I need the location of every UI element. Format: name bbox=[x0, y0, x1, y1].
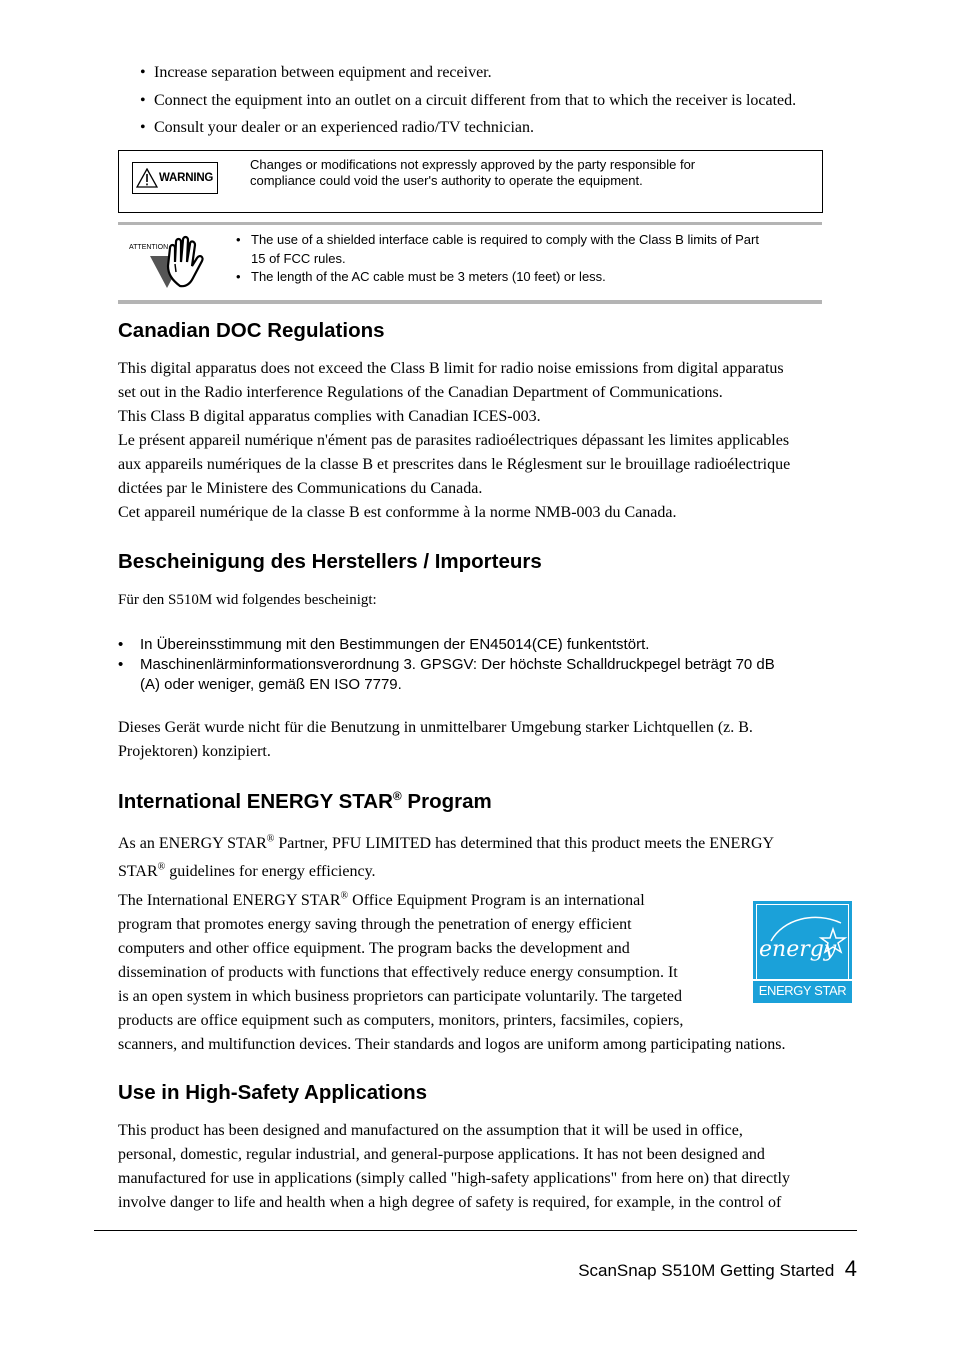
energy-heading-text: Program bbox=[401, 790, 492, 813]
body-line: involve danger to life and health when a high degree of safety is required, for example, in the control of bbox=[118, 1194, 782, 1211]
energy-star-logo-text: ENERGY STAR bbox=[758, 983, 847, 998]
attention-item: • The use of a shielded interface cable is required to comply with the Class B limits of Part 15 of FCC rules. bbox=[236, 231, 759, 268]
attention-top-rule bbox=[118, 222, 822, 225]
text: The International ENERGY STAR bbox=[118, 892, 341, 909]
body-line: dictées par le Ministere des Communications du Canada. bbox=[118, 480, 483, 497]
warning-triangle-icon bbox=[136, 168, 158, 188]
body-line: Le présent appareil numérique n'ément pas de parasites radioélectriques dépassant les limites applicables bbox=[118, 432, 790, 449]
body-line: personal, domestic, regular industrial, and general-purpose applications. It has not been designed and bbox=[118, 1146, 765, 1163]
attention-item-line: The length of the AC cable must be 3 meters (10 feet) or less. bbox=[251, 269, 606, 284]
registered-mark: ® bbox=[340, 890, 349, 902]
german-bullet-text: Maschinenlärminformationsverordnung 3. GPSGV: Der höchste Schalldruckpegel beträgt 70 dB bbox=[140, 656, 775, 673]
body-line: set out in the Radio interference Regulations of the Canadian Department of Communications. bbox=[118, 384, 723, 401]
energy-p1-line bbox=[118, 860, 376, 884]
warning-badge bbox=[132, 162, 218, 194]
body-line: This Class B digital apparatus complies with Canadian ICES-003. bbox=[118, 408, 541, 425]
body-line: aux appareils numériques de la classe B et prescrites dans le Réglesment sur le brouillage radioélectrique bbox=[118, 456, 791, 473]
body-line: scanners, and multifunction devices. Their standards and logos are uniform among participating nations. bbox=[118, 1036, 786, 1053]
bullet-text: Increase separation between equipment and receiver. bbox=[154, 64, 492, 81]
warning-line: compliance could void the user's authority to operate the equipment. bbox=[250, 173, 643, 188]
body-line: computers and other office equipment. The program backs the development and bbox=[118, 940, 630, 957]
attention-item-line: The use of a shielded interface cable is required to comply with the Class B limits of Part bbox=[251, 232, 759, 247]
bullet-text: Consult your dealer or an experienced radio/TV technician. bbox=[154, 119, 535, 136]
safety-body bbox=[118, 1119, 863, 1215]
attention-block bbox=[118, 222, 822, 306]
energy-star-logo bbox=[753, 901, 852, 1003]
body-line: This product has been designed and manufactured on the assumption that it will be used in office, bbox=[118, 1122, 743, 1139]
body-line: products are office equipment such as computers, monitors, printers, facsimiles, copiers, bbox=[118, 1012, 684, 1029]
energy-p1-line bbox=[118, 832, 774, 856]
text: guidelines for energy efficiency. bbox=[165, 863, 376, 880]
energy-heading-text: International ENERGY STAR bbox=[118, 790, 393, 813]
german-heading: Bescheinigung des Herstellers / Importeurs bbox=[118, 550, 542, 573]
energy-p2-line bbox=[118, 889, 645, 913]
energy-script: energy bbox=[759, 937, 837, 962]
german-closing bbox=[118, 716, 858, 764]
energy-p2-body bbox=[118, 913, 786, 1057]
bullet-item: • Consult your dealer or an experienced radio/TV technician. bbox=[140, 119, 535, 136]
energy-heading bbox=[118, 790, 492, 814]
registered-mark: ® bbox=[266, 833, 275, 845]
body-line: is an open system in which business proprietors can participate voluntarily. The targeted bbox=[118, 988, 683, 1005]
bullet-item: • Connect the equipment into an outlet on a circuit different from that to which the receiver is located. bbox=[140, 92, 797, 109]
body-line: manufactured for use in applications (simply called "high-safety applications" from here on) that directly bbox=[118, 1170, 790, 1187]
body-line: Projektoren) konzipiert. bbox=[118, 743, 271, 760]
canadian-heading: Canadian DOC Regulations bbox=[118, 319, 385, 342]
text: Office Equipment Program is an international bbox=[348, 892, 645, 909]
bullet-item: • Increase separation between equipment and receiver. bbox=[140, 64, 492, 81]
warning-box bbox=[118, 150, 823, 213]
canadian-body bbox=[118, 357, 858, 525]
body-line: dissemination of products with functions that effectively reduce energy consumption. It bbox=[118, 964, 678, 981]
warning-line: Changes or modifications not expressly approved by the party responsible for bbox=[250, 157, 696, 172]
attention-label: ATTENTION bbox=[129, 244, 169, 251]
body-line: Cet appareil numérique de la classe B est conformme à la norme NMB-003 du Canada. bbox=[118, 504, 677, 521]
attention-list bbox=[236, 231, 759, 287]
registered-mark: ® bbox=[157, 861, 166, 873]
body-line: This digital apparatus does not exceed the Class B limit for radio noise emissions from digital apparatus bbox=[118, 360, 784, 377]
german-intro: Für den S510M wid folgendes bescheinigt: bbox=[118, 592, 377, 608]
footer-rule bbox=[94, 1230, 857, 1231]
attention-hand-icon bbox=[148, 234, 212, 288]
page-number: 4 bbox=[844, 1256, 857, 1281]
text: STAR bbox=[118, 863, 158, 880]
attention-item: • The length of the AC cable must be 3 meters (10 feet) or less. bbox=[236, 268, 759, 287]
registered-mark: ® bbox=[392, 789, 402, 804]
text: As an ENERGY STAR bbox=[118, 835, 267, 852]
attention-item-line: 15 of FCC rules. bbox=[251, 250, 346, 266]
body-line: Dieses Gerät wurde nicht für die Benutzung in unmittelbarer Umgebung starker Lichtquellen (z. B. bbox=[118, 719, 753, 736]
attention-bottom-rule bbox=[118, 300, 822, 304]
warning-label: WARNING bbox=[159, 172, 214, 184]
text: Partner, PFU LIMITED has determined that this product meets the ENERGY bbox=[274, 835, 775, 852]
bullet-text: Connect the equipment into an outlet on a circuit different from that to which the receiver is located. bbox=[154, 92, 797, 109]
german-bullet-text: (A) oder weniger, gemäß EN ISO 7779. bbox=[140, 676, 402, 693]
german-bullet-text: In Übereinsstimmung mit den Bestimmungen der EN45014(CE) funkentstört. bbox=[140, 636, 650, 653]
warning-text bbox=[250, 157, 695, 189]
footer bbox=[578, 1256, 857, 1282]
footer-title: ScanSnap S510M Getting Started bbox=[578, 1261, 835, 1280]
safety-heading: Use in High-Safety Applications bbox=[118, 1081, 428, 1104]
body-line: program that promotes energy saving through the penetration of energy efficient bbox=[118, 916, 632, 933]
